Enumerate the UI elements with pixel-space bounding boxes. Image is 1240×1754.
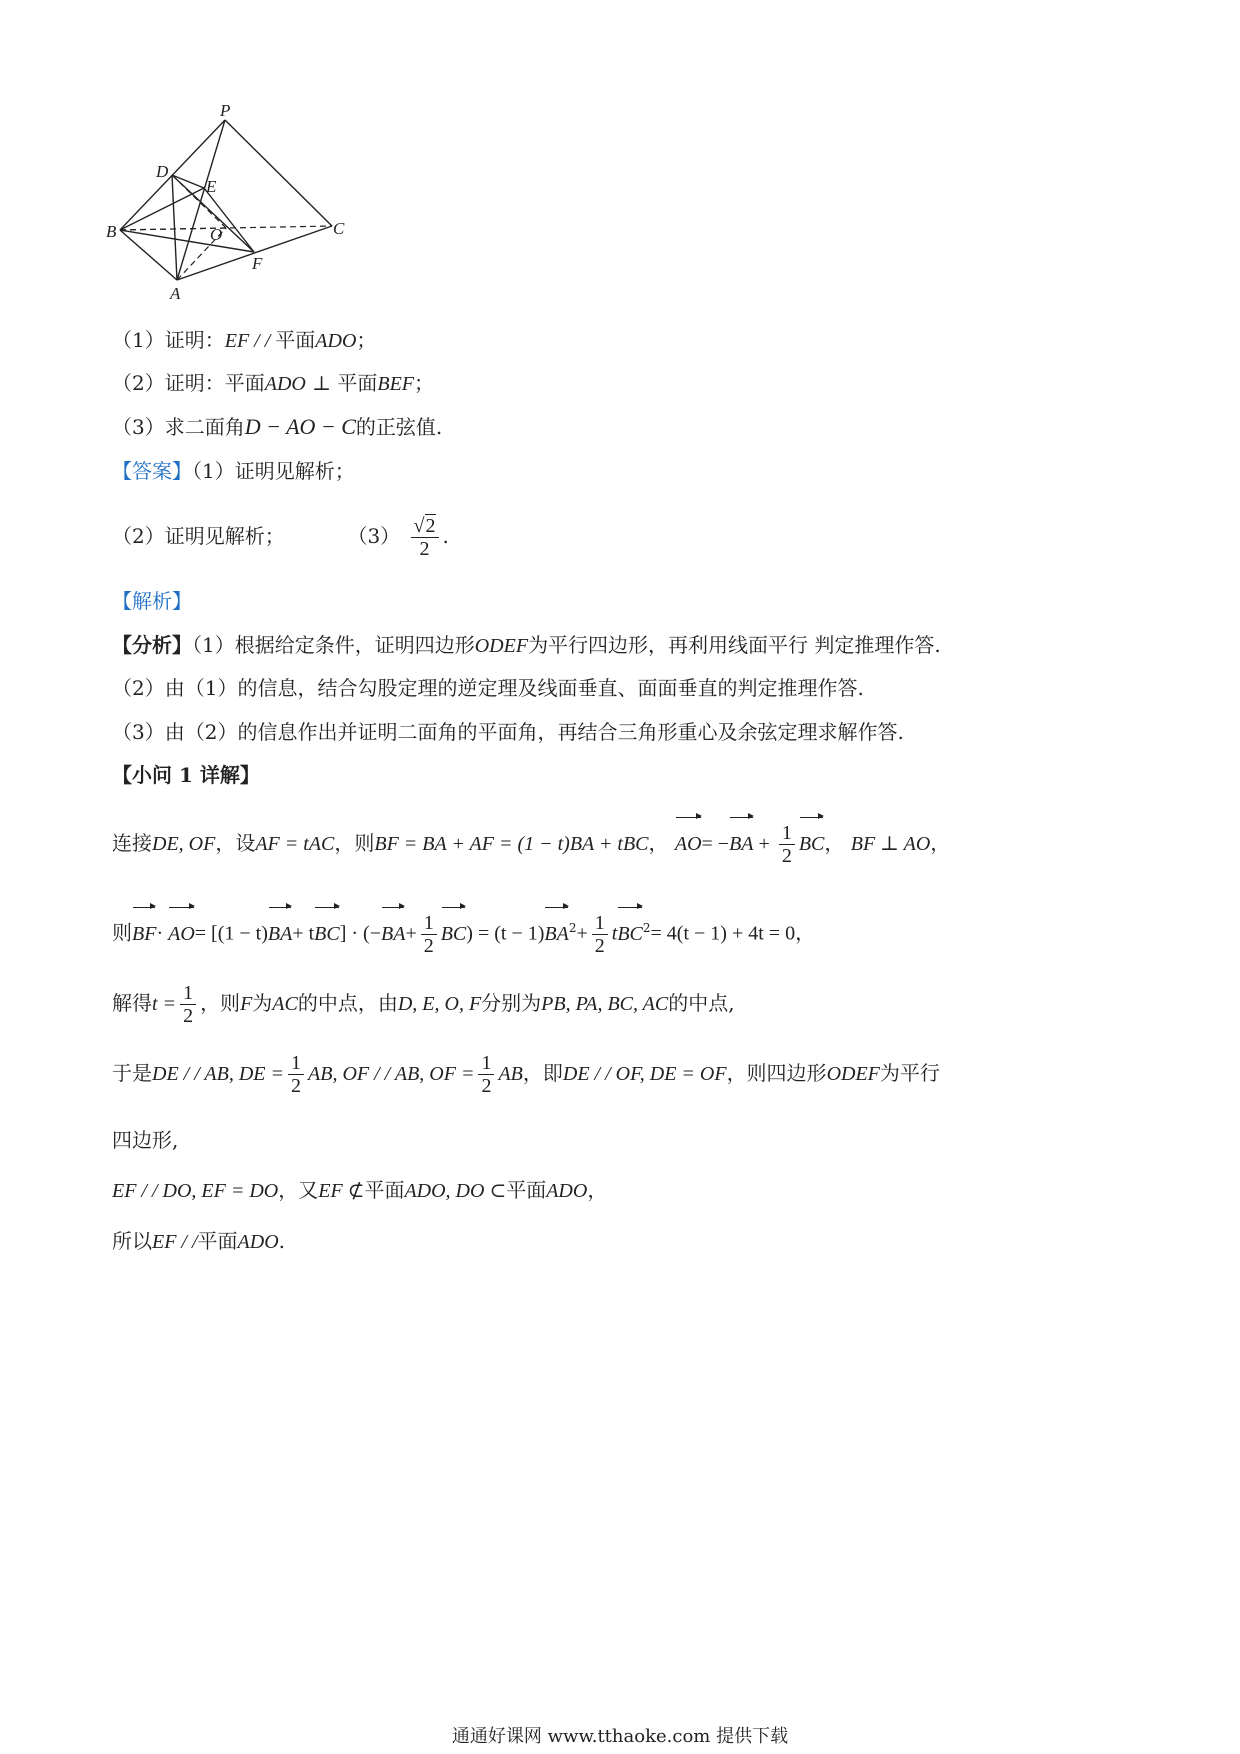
solution-line-5 xyxy=(112,1125,178,1155)
l3-m4: D, E, O, F xyxy=(397,993,482,1015)
l1-a: 连接 xyxy=(112,831,152,855)
l3-half xyxy=(180,982,196,1027)
q3-math: D − AO − C xyxy=(244,414,356,439)
fenxi-1a: （1）根据给定条件，证明四边形 xyxy=(192,633,475,657)
l2-m9: = 4(t − 1) + 4t = 0 xyxy=(650,922,796,945)
l7-m1: EF / / xyxy=(152,1231,198,1253)
l3-b: ，则 xyxy=(200,991,241,1015)
q1-math: EF / / xyxy=(224,330,276,352)
vec-BC: BC xyxy=(799,816,825,872)
answer-tag: 【答案】 xyxy=(112,459,192,483)
vec-BA: BA xyxy=(729,816,753,872)
q2-prefix: （2）证明：平面 xyxy=(112,371,265,395)
l2-m1: · xyxy=(156,922,169,945)
vec-BC-2: BC xyxy=(314,906,340,962)
sub1-tag: 【小问 1 详解】 xyxy=(112,763,260,787)
l4-half-1 xyxy=(288,1052,304,1097)
l3-e: 分别为 xyxy=(481,991,542,1015)
answer-line-2 xyxy=(112,505,449,567)
seg-DO-hidden xyxy=(172,175,226,228)
vec-BC-3: BC xyxy=(441,906,467,962)
l4-half-1-num: 1 xyxy=(288,1052,304,1075)
label-E: E xyxy=(206,177,217,196)
l7-b: 平面 xyxy=(197,1229,238,1253)
answer-3-num: 2 xyxy=(425,515,436,537)
l2-end: ， xyxy=(795,920,816,945)
fenxi-line-1 xyxy=(112,630,941,661)
l4-m3: AB xyxy=(498,1063,523,1085)
solution-line-2 xyxy=(112,900,815,962)
l4-b: ，即 xyxy=(522,1061,563,1085)
square-1: 2 xyxy=(568,921,577,935)
l2-half-2 xyxy=(592,912,608,957)
fenxi-tag: 【分析】 xyxy=(112,633,192,657)
label-A: A xyxy=(170,284,181,303)
l1-half xyxy=(779,822,795,867)
seg-BE xyxy=(120,188,204,230)
l4-d: 为平行 xyxy=(879,1061,940,1085)
vec-BA-3: BA xyxy=(381,906,405,962)
l4-a: 于是 xyxy=(112,1061,152,1085)
l1-e: ， xyxy=(930,831,951,855)
q2-math: ADO xyxy=(264,373,306,395)
l2-half-2-den: 2 xyxy=(594,934,605,957)
q3-prefix: （3）求二面角 xyxy=(112,415,245,439)
sub1-tag-line xyxy=(112,760,260,790)
question-3 xyxy=(112,412,442,442)
q1-plane: 平面 xyxy=(275,328,316,352)
l7-m2: ADO xyxy=(237,1231,279,1253)
page-footer: 通通好课网 www.tthaoke.com 提供下载 xyxy=(451,1726,789,1747)
q3-end: 的正弦值. xyxy=(355,415,443,439)
question-1 xyxy=(112,325,376,356)
l3-m1: t = xyxy=(152,993,177,1015)
label-F: F xyxy=(252,254,263,273)
vec-BC-4: BC xyxy=(617,906,643,962)
q1-prefix: （1）证明： xyxy=(112,328,225,352)
answer-2: （2）证明见解析； xyxy=(112,524,285,548)
l4-half-1-den: 2 xyxy=(291,1075,302,1097)
l2-m4: ] · (− xyxy=(339,922,381,945)
l2-m3: + t xyxy=(292,922,315,945)
fenxi-3: （3）由（2）的信息作出并证明二面角的平面角，再结合三角形重心及余弦定理求解作答. xyxy=(112,720,904,744)
l3-m2: F xyxy=(240,993,253,1015)
analysis-tag-line xyxy=(112,586,192,616)
label-B: B xyxy=(106,222,117,241)
vec-AO: AO xyxy=(675,816,702,872)
l6-b: 平面 xyxy=(364,1178,405,1202)
fenxi-line-2 xyxy=(112,673,864,703)
l3-m3: AC xyxy=(272,993,298,1015)
answer-3-prefix: （3） xyxy=(347,524,401,548)
l6-m2: EF ⊄ xyxy=(318,1180,365,1202)
seg-DA xyxy=(172,175,177,280)
l2-a: 则 xyxy=(112,920,132,945)
l3-a: 解得 xyxy=(112,991,152,1015)
l2-half-1 xyxy=(421,912,437,957)
l3-half-den: 2 xyxy=(183,1005,194,1027)
edge-PC xyxy=(225,120,332,226)
l6-a: ，又 xyxy=(278,1178,319,1202)
l6-m1: EF / / DO, EF = DO xyxy=(112,1180,279,1202)
answer-line-1 xyxy=(112,456,355,486)
vec-AO-2: AO xyxy=(168,906,195,962)
l4-m4: DE / / OF, DE = OF xyxy=(562,1063,727,1085)
label-C: C xyxy=(333,219,345,238)
solution-line-4 xyxy=(112,1045,940,1102)
l3-f: 的中点, xyxy=(668,991,735,1015)
sqrt-symbol: √2 xyxy=(413,515,436,537)
l7-c: . xyxy=(278,1229,286,1253)
l4-m1: DE / / AB, DE = xyxy=(152,1063,285,1085)
l1-b: ，设 xyxy=(215,831,256,855)
q1-math2: ADO xyxy=(315,330,357,352)
q2-math2: BEF xyxy=(377,373,415,395)
l4-half-2-num: 1 xyxy=(478,1052,494,1075)
edge-PA xyxy=(177,120,225,280)
fenxi-1b: 为平行四边形，再利用线面平行 判定推理作答. xyxy=(528,633,941,657)
square-2: 2 xyxy=(642,921,651,935)
seg-DE xyxy=(172,175,204,188)
label-P: P xyxy=(220,101,231,120)
fenxi-2: （2）由（1）的信息，结合勾股定理的逆定理及线面垂直、面面垂直的判定推理作答. xyxy=(112,676,864,700)
l1-c: ，则 xyxy=(334,831,375,855)
vec-BA-2: BA xyxy=(268,906,292,962)
q2-perp: ⊥ xyxy=(305,371,338,395)
l7-a: 所以 xyxy=(112,1229,152,1253)
l2-half-1-num: 1 xyxy=(421,912,437,935)
question-2 xyxy=(112,368,434,399)
l1-m4a: = − xyxy=(701,833,730,855)
l3-half-num: 1 xyxy=(180,982,196,1005)
l1-d: ， xyxy=(648,831,669,855)
answer-3-den: 2 xyxy=(419,538,430,560)
solution-line-6 xyxy=(112,1175,607,1206)
l6-c: 平面 xyxy=(506,1178,547,1202)
l1-m1: DE, OF xyxy=(152,833,216,855)
solution-line-7 xyxy=(112,1226,285,1257)
pyramid-figure xyxy=(106,101,372,307)
l4-half-2 xyxy=(478,1052,494,1097)
l4-half-2-den: 2 xyxy=(481,1075,492,1097)
l1-d2: ， xyxy=(824,831,845,855)
l1-m3: BF = BA + AF = (1 − t)BA + tBC xyxy=(374,833,649,855)
q2-plane: 平面 xyxy=(337,371,378,395)
l2-m8: t xyxy=(611,922,618,945)
answer-3-fraction xyxy=(411,515,439,560)
vec-BA-4: BA xyxy=(544,906,568,962)
q2-end: ； xyxy=(414,371,435,395)
l2-m2: = [(1 − t) xyxy=(194,922,268,945)
fenxi-line-3 xyxy=(112,717,904,747)
label-O: O xyxy=(210,225,223,244)
l1-m5: BF ⊥ AO xyxy=(850,833,931,855)
answer-1: （1）证明见解析； xyxy=(192,459,355,483)
l5: 四边形, xyxy=(112,1128,179,1152)
l6-m4: ADO xyxy=(546,1180,588,1202)
solution-line-1: 连接DE, OF，设AF = tAC，则BF = BA + AF = (1 − t)BA + tBC， AO= −BA + $\frac{1}{2}$ BC， BF ⊥ AO， xyxy=(112,815,950,872)
l4-c: ，则四边形 xyxy=(726,1061,827,1085)
solution-line-3 xyxy=(112,975,735,1032)
l3-d: 的中点，由 xyxy=(297,991,398,1015)
l2-m7: + xyxy=(576,922,588,945)
l6-d: ， xyxy=(587,1178,608,1202)
l4-m5: ODEF xyxy=(826,1063,880,1085)
l1-half-num: 1 xyxy=(779,822,795,845)
l1-m2: AF = tAC xyxy=(255,833,335,855)
l4-m2: AB, OF / / AB, OF = xyxy=(308,1063,475,1085)
vec-BF: BF xyxy=(132,906,156,962)
l2-half-1-den: 2 xyxy=(423,934,434,957)
l6-m3: ADO, DO ⊂ xyxy=(404,1180,507,1202)
l2-half-2-num: 1 xyxy=(592,912,608,935)
analysis-tag: 【解析】 xyxy=(112,589,192,613)
l1-half-den: 2 xyxy=(781,845,792,867)
q1-end: ； xyxy=(356,328,377,352)
l2-m5: + xyxy=(405,922,417,945)
l3-c: 为 xyxy=(252,991,273,1015)
l3-m5: PB, PA, BC, AC xyxy=(541,993,669,1015)
answer-3-end: . xyxy=(442,524,449,548)
label-D: D xyxy=(156,162,169,181)
l2-m6: ) = (t − 1) xyxy=(466,922,545,945)
fenxi-1m: ODEF xyxy=(474,635,529,657)
